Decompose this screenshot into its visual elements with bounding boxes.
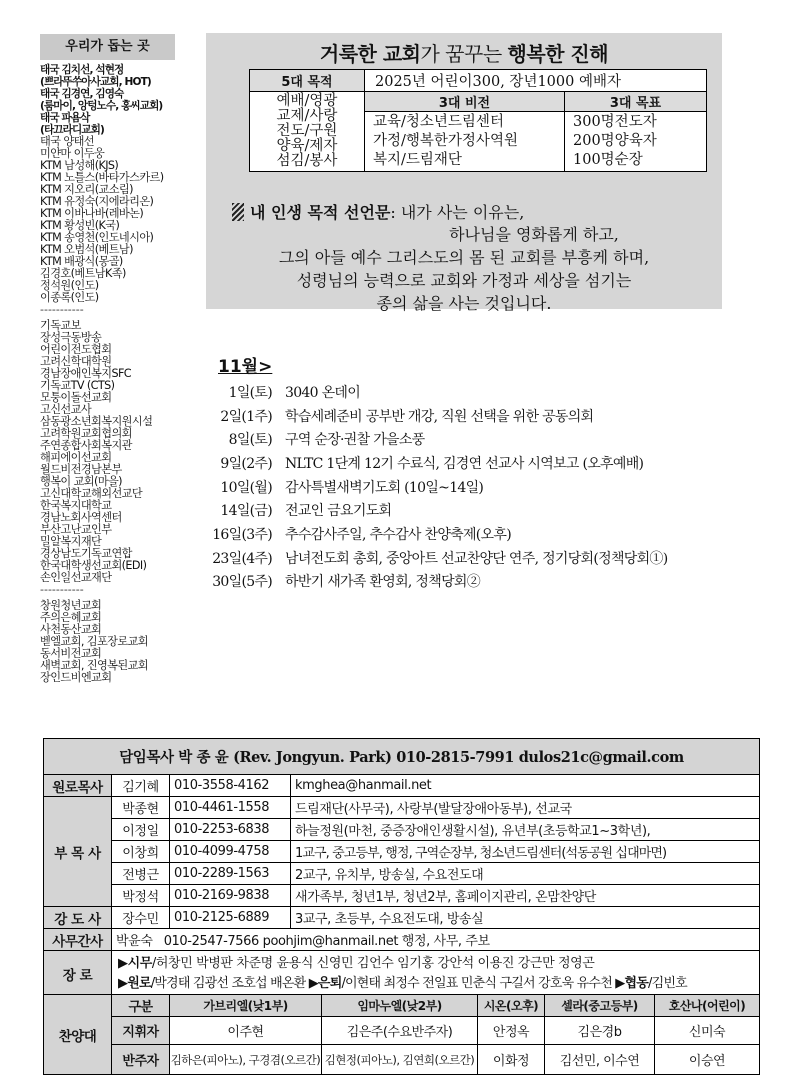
staff-name: 박종현 (112, 797, 170, 819)
purpose-item: 교제/사랑 (276, 108, 338, 124)
pastor-label: 담임목사 (119, 749, 174, 766)
vision-title-part1: 거룩한 교회 (319, 42, 421, 66)
choir-head-label: 구분 (112, 995, 170, 1017)
staff-phone: 010-3558-4162 (170, 775, 291, 797)
sidebar-item: 경남노회사역센터 (40, 511, 122, 524)
office-label: 사무간사 (44, 929, 112, 951)
sidebar-item: 장인드비엔교회 (40, 671, 112, 684)
elders-active-tag: ▶시무 (118, 956, 152, 971)
choir-accompanist: 이승연 (655, 1045, 760, 1075)
sidebar-item: 고려신학대학원 (40, 355, 112, 368)
sidebar-item: 삼동광소년회복지원시설 (40, 415, 153, 428)
declaration-title: 내 인생 목적 선언문 (250, 203, 391, 222)
staff-phone: 010-2289-1563 (170, 863, 291, 885)
sidebar-item: KTM 남성해(KJS) (40, 159, 119, 172)
event-date: 8일(토) (228, 432, 272, 449)
sidebar-item: 해피에이선교회 (40, 451, 112, 464)
staff-name: 김기혜 (112, 775, 170, 797)
sidebar-item: 고신대학교해외선교단 (40, 487, 143, 500)
event-date: 23일(4주) (212, 550, 272, 567)
target-item: 300명전도자 (573, 114, 657, 130)
elders-line (118, 974, 753, 994)
purposes-list (250, 94, 364, 169)
goal-value: 2025년 어린이300, 장년1000 예배자 (365, 70, 707, 92)
sidebar-item: 사천동산교회 (40, 623, 102, 636)
event-row (212, 380, 668, 404)
sidebar-item: 한국대학생선교회(EDI) (40, 559, 147, 572)
choir-table (43, 994, 760, 1075)
vision-item: 교육/청소년드림센터 (373, 114, 504, 130)
staff-duties: 새가족부, 청년1부, 청년2부, 홈페이지관리, 온맘찬양단 (291, 885, 760, 907)
sidebar-item: 경상남도기독교연합 (40, 547, 132, 560)
pastor-phone: 010-2815-7991 (396, 749, 515, 766)
sidebar-item: 정석원(인도) (40, 279, 99, 292)
staff-duties: 하늘정원(마천, 중증장애인생활시설), 유년부(초등학교1~3학년), (291, 819, 760, 841)
pastor-email: dulos21c@gmail.com (518, 749, 684, 766)
choir-column: 임마누엘(낮2부) (322, 995, 478, 1017)
sidebar-separator: ----------- (40, 303, 84, 316)
event-text: 3040 온데이 (285, 384, 361, 401)
vision-item: 복지/드림재단 (373, 152, 462, 168)
purpose-item: 섬김/봉사 (276, 153, 338, 169)
support-sidebar (40, 34, 175, 684)
declaration-lead: : 내가 사는 이유는, (390, 203, 525, 222)
event-text: NLTC 1단계 12기 수료식, 김경연 선교사 시역보고 (오후예배) (285, 455, 644, 472)
elders-emeritus: /박경태 김광선 조호섭 배온환 (150, 976, 309, 991)
targets-cell (565, 112, 707, 172)
event-list (212, 380, 668, 593)
sidebar-item: 어린이전도협회 (40, 343, 112, 356)
elders-active: /허창민 박병판 차준명 윤용식 신영민 김언수 임기홍 강안석 이용진 강근만 정영곤 (151, 956, 595, 971)
target-label: 3대 목표 (565, 92, 707, 112)
choir-accompanist: 김현정(피아노), 김연희(오르간) (322, 1045, 478, 1075)
elders-line (118, 954, 753, 974)
staff-duties: 드림재단(사무국), 사랑부(발달장애아동부), 선교국 (291, 797, 760, 819)
event-date: 1일(토) (228, 384, 272, 401)
choir-director: 이주현 (170, 1017, 322, 1045)
pastor-name: 박 종 윤 (178, 749, 229, 766)
staff-duties: 행정, 사무, 주보 (401, 934, 490, 949)
event-row (212, 451, 668, 475)
sidebar-item: KTM 황성빈(K국) (40, 219, 120, 232)
declaration-heading (232, 200, 524, 223)
sidebar-separator: ----------- (40, 583, 84, 596)
sidebar-organizations (40, 320, 175, 584)
month-heading: 11월> (218, 357, 273, 377)
sidebar-item: 태국 김치선, 석현정 (40, 64, 124, 76)
elders-retired-tag: ▶은퇴 (308, 976, 342, 991)
sidebar-item: (룸마이, 앙텅노수, 홍씨교회) (40, 100, 163, 112)
event-text: 전교인 금요기도회 (285, 503, 392, 520)
sidebar-item: 벧엘교회, 김포장로교회 (40, 635, 148, 648)
sidebar-item: 모퉁이돌선교회 (40, 391, 112, 404)
target-item: 200명양육자 (573, 133, 657, 149)
sidebar-item: 기독교보 (40, 319, 81, 332)
staff-phone: 010-2547-7566 (163, 934, 259, 949)
sidebar-item: 부산고난교인부 (40, 523, 112, 536)
pastor-english-name: (Rev. Jongyun. Park) (233, 749, 392, 766)
staff-table (43, 738, 760, 998)
sidebar-item: 태국 파욤삭 (40, 112, 90, 124)
staff-name: 장수민 (112, 907, 170, 929)
choir-label: 찬양대 (44, 995, 112, 1075)
event-date: 2일(1주) (220, 408, 272, 425)
sidebar-item: 주연종합사회복지관 (40, 439, 132, 452)
purposes-cell (250, 92, 365, 172)
event-text: 하반기 새가족 환영회, 정책당회② (285, 574, 481, 591)
choir-accompanist: 이화정 (478, 1045, 545, 1075)
event-row (212, 546, 668, 570)
staff-name: 이정일 (112, 819, 170, 841)
event-date: 16일(3주) (212, 526, 272, 543)
visions-cell (365, 112, 565, 172)
sidebar-item: 창원청년교회 (40, 599, 102, 612)
choir-director: 신미숙 (655, 1017, 760, 1045)
event-text: 남녀전도회 총회, 중앙아트 선교찬양단 연주, 정기당회(정책당회①) (285, 550, 668, 567)
sidebar-item: KTM 송영천(인도네시아) (40, 231, 154, 244)
sidebar-title: 우리가 돕는 곳 (40, 34, 175, 60)
sidebar-item: 동서비전교회 (40, 647, 102, 660)
sidebar-missionaries (40, 64, 175, 304)
sidebar-item: 이종록(인도) (40, 291, 99, 304)
sidebar-item: 행복이 교회(마을) (40, 475, 122, 488)
elders-label: 장 로 (44, 951, 112, 998)
evangelist-label: 강 도 사 (44, 907, 112, 929)
elders-retired: /이현태 최정수 전일표 민춘식 구길서 강호욱 유수천 (341, 976, 616, 991)
staff-phone: 010-2125-6889 (170, 907, 291, 929)
choir-column: 호산나(어린이) (655, 995, 760, 1017)
purpose-item: 양육/제자 (276, 138, 338, 154)
sidebar-item: KTM 노틀스(바타가스카르) (40, 171, 164, 184)
staff-phone: 010-2169-9838 (170, 885, 291, 907)
sidebar-item: 태국 양태선 (40, 135, 94, 148)
choir-column: 셀라(중고등부) (545, 995, 655, 1017)
sidebar-item: (타끄라디교회) (40, 124, 104, 136)
event-text: 구역 순장·권찰 가을소풍 (285, 432, 425, 449)
sidebar-item: KTM 유정숙(지에라리온) (40, 195, 154, 208)
vision-table (249, 69, 707, 172)
event-row (212, 427, 668, 451)
event-text: 학습세례준비 공부반 개강, 직원 선택을 위한 공동의회 (285, 408, 594, 425)
elders-emeritus-tag: ▶원로 (118, 976, 151, 991)
sidebar-item: 경남장애인복지SFC (40, 367, 131, 380)
event-row (212, 404, 668, 428)
associate-label: 부 목 사 (44, 797, 112, 907)
sidebar-item: 주의은혜교회 (40, 611, 102, 624)
staff-name: 박정석 (112, 885, 170, 907)
senior-pastor-row (44, 739, 760, 775)
event-row (212, 522, 668, 546)
staff-name: 전병근 (112, 863, 170, 885)
targets-list (573, 113, 706, 170)
vision-box (206, 33, 722, 313)
purpose-item: 예배/영광 (276, 93, 338, 109)
staff-duties: 2교구, 유치부, 방송실, 수요전도대 (291, 863, 760, 885)
sidebar-item: KTM 지오리(교소림) (40, 183, 133, 196)
sidebar-item: 밀알복지재단 (40, 535, 102, 548)
event-date: 9일(2주) (220, 455, 272, 472)
sidebar-item: 고려학원교회협의회 (40, 427, 132, 440)
staff-email: kmghea@hanmail.net (291, 775, 760, 797)
staff-duties: 3교구, 초등부, 수요전도대, 방송실 (291, 907, 760, 929)
accompanist-label: 반주자 (112, 1045, 170, 1075)
event-date: 30일(5주) (212, 574, 272, 591)
choir-column: 시온(오후) (478, 995, 545, 1017)
staff-name: 박윤숙 (116, 934, 153, 949)
sidebar-item: KTM 이바나바(레바논) (40, 207, 144, 220)
emeritus-label: 원로목사 (44, 775, 112, 797)
vision-label: 3대 비전 (365, 92, 565, 112)
sidebar-churches (40, 600, 175, 684)
visions-list (373, 113, 564, 170)
staff-email: poohjim@hanmail.net (262, 934, 399, 949)
vision-title-part3: 행복한 진해 (507, 42, 609, 66)
office-staff (112, 929, 760, 951)
director-label: 지휘자 (112, 1017, 170, 1045)
sidebar-item: KTM 오범석(베트남) (40, 243, 133, 256)
goal-label: 5대 목적 (250, 70, 365, 92)
staff-phone: 010-2253-6838 (170, 819, 291, 841)
event-row (212, 475, 668, 499)
vision-item: 가정/행복한가정사역원 (373, 133, 518, 149)
target-item: 100명순장 (573, 152, 643, 168)
declaration-text (206, 223, 722, 315)
sidebar-item: 한국복지대학교 (40, 499, 112, 512)
choir-director: 김은경b (545, 1017, 655, 1045)
sidebar-item: 태국 김경연, 김영숙 (40, 88, 124, 100)
event-text: 감사특별새벽기도회 (10일~14일) (285, 479, 484, 496)
choir-accompanist: 김선민, 이수연 (545, 1045, 655, 1075)
vision-title (206, 38, 722, 67)
elders-list (112, 951, 760, 998)
declaration-line: 성령님의 능력으로 교회와 가정과 세상을 섬기는 (296, 271, 632, 290)
sidebar-item: 미얀마 이두웅 (40, 147, 105, 160)
elders-cooperating-tag: ▶협동 (615, 976, 648, 991)
declaration-line: 종의 삶을 사는 것입니다. (376, 294, 552, 313)
sidebar-item: (쁘라뚜쑤아사교회, HOT) (40, 76, 151, 88)
staff-duties: 1교구, 중고등부, 행정, 구역순장부, 청소년드림센터(석동공원 십대마면) (291, 841, 760, 863)
event-row (212, 498, 668, 522)
sidebar-item: 새벽교회, 진영복된교회 (40, 659, 148, 672)
sidebar-item: 월드비전경남본부 (40, 463, 122, 476)
elders-cooperating: /김빈호 (648, 976, 687, 991)
sidebar-item: 손인일선교재단 (40, 571, 112, 584)
declaration-line: 하나님을 영화롭게 하고, (449, 225, 619, 244)
event-date: 10일(월) (220, 479, 272, 496)
choir-column: 가브리엘(낮1부) (170, 995, 322, 1017)
staff-name: 이창희 (112, 841, 170, 863)
declaration-line: 그의 아들 예수 그리스도의 몸 된 교회를 부흥케 하며, (278, 248, 650, 267)
choir-director: 김은주(수요반주자) (322, 1017, 478, 1045)
staff-phone: 010-4461-1558 (170, 797, 291, 819)
hatch-mark-icon (232, 203, 244, 221)
sidebar-item: 장성극동방송 (40, 331, 102, 344)
event-row (212, 570, 668, 594)
purpose-item: 전도/구원 (276, 123, 338, 139)
choir-accompanist: 김하은(피아노), 구경겸(오르간) (170, 1045, 322, 1075)
sidebar-item: KTM 배광식(몽골) (40, 255, 123, 268)
sidebar-item: 고신선교사 (40, 403, 92, 416)
sidebar-item: 기독교TV (CTS) (40, 379, 115, 392)
event-date: 14일(금) (220, 503, 272, 520)
event-text: 추수감사주일, 추수감사 찬양축제(오후) (285, 526, 511, 543)
sidebar-item: 김경호(베트남K족) (40, 267, 126, 280)
vision-title-part2: 가 꿈꾸는 (420, 42, 508, 66)
staff-phone: 010-4099-4758 (170, 841, 291, 863)
choir-director: 안정옥 (478, 1017, 545, 1045)
